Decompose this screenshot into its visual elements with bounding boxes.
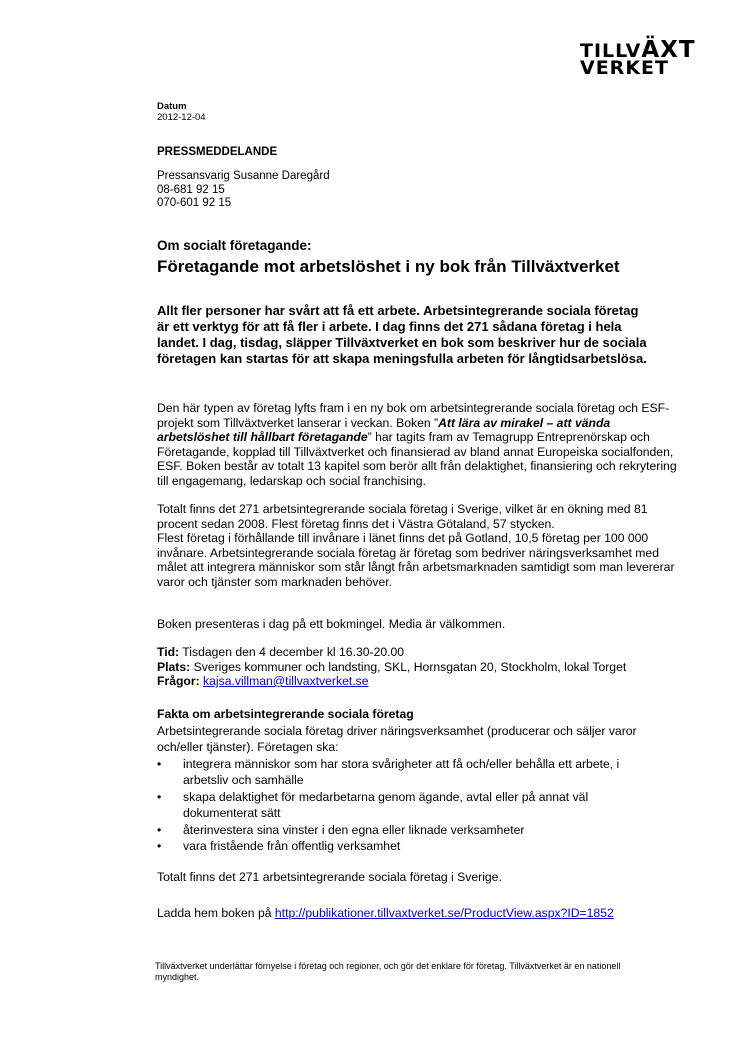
questions-label: Frågor: <box>157 674 200 688</box>
contact-name: Pressansvarig Susanne Daregård <box>157 170 330 182</box>
logo-line2: VERKET <box>580 57 669 79</box>
place-value: Sveriges kommuner och landsting, SKL, Hornsgatan 20, Stockholm, lokal Torget <box>190 659 627 674</box>
para1-before: Den här typen av företag lyfts fram i en ny bok om arbetsintegrerande sociala företag och ESF-projekt som Tillväxtverket lanserar i veckan. Boken ” <box>157 401 670 430</box>
lead-paragraph: Allt fler personer har svårt att få ett arbete. Arbetsintegrerande sociala företag är ett verktyg för att få fler i arbete. I dag finns det 271 sådana företag i hela landet. I dag, tisdag, släpper Tillväxtverket en bok som beskriver hur de sociala företagen kan startas för att skapa meningsfulla arbeten för långtidsarbetslösa. <box>157 303 647 366</box>
para2-line-a: Totalt finns det 271 arbetsintegrerande sociala företag i Sverige, vilket är en ökning med 81 procent sedan 2008. Flest företag finns det i Västra Götaland, 57 stycken. <box>157 502 648 531</box>
contact-block <box>157 170 330 211</box>
logo-line1b: ÄXT <box>641 37 696 63</box>
footer-text: Tillväxtverket underlättar förnyelse i företag och regioner, och gör det enklare för företag. Tillväxtverket är en nationell myndighet. <box>155 961 621 982</box>
paragraph-total: Totalt finns det 271 arbetsintegrerande sociala företag i Sverige. <box>157 870 502 884</box>
time-label: Tid: <box>157 645 180 659</box>
facts-title: Fakta om arbetsintegrerande sociala företag <box>157 707 414 721</box>
paragraph-event-intro: Boken presenteras i dag på ett bokmingel. Media är välkommen. <box>157 617 506 631</box>
bullet-icon: • <box>157 756 162 771</box>
event-details <box>157 645 677 689</box>
download-line <box>157 906 677 921</box>
facts-list <box>157 756 657 855</box>
bullet-icon: • <box>157 822 162 837</box>
bullet-icon: • <box>157 839 162 853</box>
questions-email-link[interactable]: kajsa.villman@tillvaxtverket.se <box>203 674 369 688</box>
place-label: Plats: <box>157 659 191 674</box>
list-item: • integrera människor som har stora svårigheter att få och/eller behålla ett arbete, i arbetsliv och samhälle <box>157 756 620 787</box>
paragraph-book <box>157 401 682 488</box>
doc-type: PRESSMEDDELANDE <box>157 146 278 158</box>
bullet-icon: • <box>157 789 162 804</box>
heading-title: Företagande mot arbetslöshet i ny bok från Tillväxtverket <box>157 257 620 276</box>
tillvaxtverket-logo <box>580 37 696 79</box>
date-label: Datum <box>157 101 187 112</box>
facts-section <box>157 706 657 855</box>
download-link[interactable]: http://publikationer.tillvaxtverket.se/ProductView.aspx?ID=1852 <box>274 906 614 920</box>
list-item: • vara fristående från offentlig verksamhet <box>157 839 401 853</box>
date-value: 2012-12-04 <box>157 112 206 123</box>
date-block <box>157 101 206 123</box>
download-text: Ladda hem boken på <box>157 906 275 920</box>
paragraph-stats <box>157 502 682 589</box>
facts-intro: Arbetsintegrerande sociala företag driver näringsverksamhet (producerar och säljer varor och/eller tjänster). Företagen ska: <box>157 723 637 754</box>
list-item: • återinvestera sina vinster i den egna eller liknade verksamheter <box>157 822 525 837</box>
para2-line-b: Flest företag i förhållande till invånare i länet finns det på Gotland, 10,5 företag per 100 000 invånare. Arbetsintegrerande sociala företag är företag som bedriver näringsverksamhet med målet att integrera människor som står långt från arbetsmarknaden samtidigt som man levererar varor och tjänster som marknaden behöver. <box>157 531 675 589</box>
list-item: • skapa delaktighet för medarbetarna genom ägande, avtal eller på annat väl dokumenterat sätt <box>157 789 589 820</box>
time-value: Tisdagen den 4 december kl 16.30-20.00 <box>179 645 405 659</box>
contact-phone2: 070-601 92 15 <box>157 197 232 209</box>
heading-kicker: Om socialt företagande: <box>157 238 312 253</box>
contact-phone1: 08-681 92 15 <box>157 183 225 196</box>
logo-line1a: TILLV <box>580 40 642 62</box>
book-title: Att lära av mirakel – att vända arbetslöshet till hållbart företagande <box>157 415 611 444</box>
para1-after: ” har tagits fram av Temagrupp Entreprenörskap och Företagande, kopplad till Tillväxtverket och finansierad av bland annat Europeiska socialfonden, ESF. Boken består av totalt 13 kapitel som berör allt från delaktighet, finansiering och rekrytering till engagemang, ledarskap och social franchising. <box>157 430 677 488</box>
